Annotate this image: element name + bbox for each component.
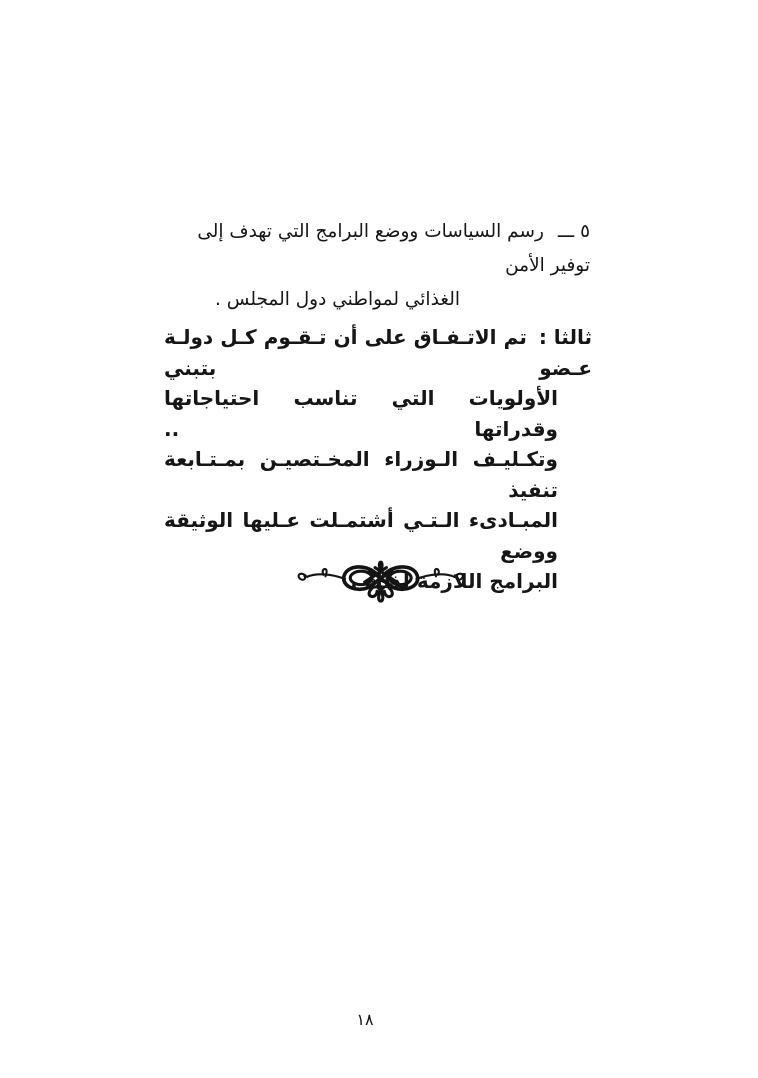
clause-third-label: ثالثا : [538, 325, 592, 349]
list-item-5-line-1 [166, 215, 590, 283]
clause-third-line-1 [164, 322, 592, 383]
clause-third-line-5: البرامج اللازمة لذلك . [350, 569, 558, 593]
list-item-5-text: رسم السياسات ووضع البرامج التي تهدف إلى توفير الأمن [197, 221, 590, 276]
clause-third-line-2: الأولويات التي تناسب احتياجاتها وقدراتها .. [164, 386, 558, 441]
list-item-5 [166, 215, 590, 317]
list-item-5-line-2: الغذائي لمواطني دول المجلس . [214, 289, 460, 310]
clause-third-text: تم الاتـفـاق على أن تـقـوم كـل دولـة عـضو بتبني [164, 325, 592, 380]
flourish-ornament-icon [295, 549, 467, 613]
clause-third-line-4: المبـادىء الـتـي أشتمـلت عـليها الوثيقة ووضع [164, 508, 558, 563]
page-number: ١٨ [356, 1010, 374, 1029]
list-item-5-marker: ٥ ـــ [557, 221, 590, 242]
clause-third-line-3: وتكـليـف الـوزراء المخـتصيـن بمـتـابعة تنفيذ [164, 447, 558, 502]
